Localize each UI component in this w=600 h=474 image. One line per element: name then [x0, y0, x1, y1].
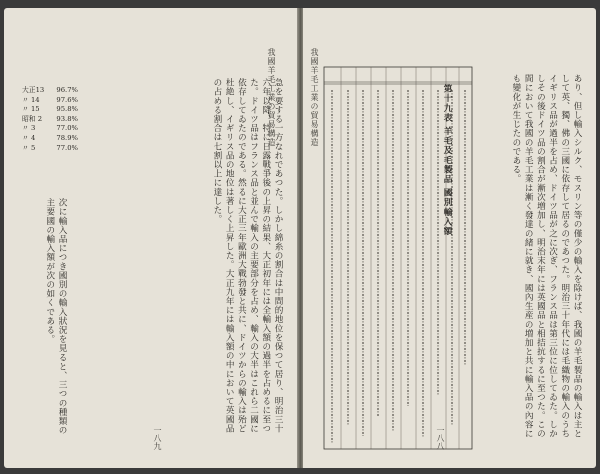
trailing-text-left: 次に輸入品につき國別の輸入狀況を見ると、三つの種類の主要國の輸入額が次の如くである。 [44, 198, 67, 435]
running-head-right: 我國羊毛工業の貿易構造 [310, 48, 319, 147]
year-label: 〃 14 [22, 95, 40, 104]
page-number-right: 一八八 [436, 426, 445, 450]
year-percentage-list [22, 86, 78, 176]
page-number-left: 一八九 [153, 426, 162, 450]
year-label: 大正13 [22, 86, 45, 94]
table-figure-strokes [332, 90, 465, 444]
table-title: 第十九表 羊毛及毛製品 國別輸入額 [442, 84, 452, 236]
year-label: 〃 5 [22, 143, 36, 152]
year-row [22, 134, 78, 144]
year-label: 〃 3 [22, 124, 36, 133]
year-value: 77.0% [56, 124, 78, 133]
table-column-rules [341, 67, 459, 449]
year-value: 77.0% [56, 143, 78, 152]
year-value: 97.6% [56, 95, 78, 104]
body-text-left: 急を要する一方なれであつた。しかし綿糸の割合は中間的地位を保つて居り、明治三十六年以降、特に日露戰爭後の上昇の結果、大正初年には全輸入額の過半を占めるに至つた。ドイツ品はフランス品と並んで輸入の主要部分を占め、輸入の大半はこれら二國に依存してゐたのである。然るに大正三年歐洲大戰勃發と共に、ドイツからの輸入は殆ど杜絶し、イギリス品の地位は著しく上昇した。大正九年には輸入額の中において英國品の占める割合は七割以上に達した。 [211, 78, 283, 433]
year-row [22, 124, 78, 134]
year-value: 93.8% [56, 114, 78, 123]
year-label: 〃 15 [22, 105, 40, 114]
year-row [22, 105, 78, 115]
year-value: 78.9% [56, 133, 78, 142]
running-head-left: 我國羊毛工業の貿易構造 [267, 48, 276, 147]
year-label: 〃 4 [22, 133, 36, 142]
year-value: 96.7% [56, 86, 78, 94]
year-row [22, 96, 78, 106]
year-label: 昭和 2 [22, 114, 43, 123]
year-value: 95.8% [56, 105, 78, 114]
year-row [22, 144, 78, 154]
body-text-right: あり、但し輸入シルク、モスリン等の僅少の輸入を除けば、我國の羊毛製品の輸入は主として英、獨、佛の三國に依存して居るのであつた。明治三十年代には毛織物の輸入のうちイギリス品が過半を占め、ドイツ品が之に次ぎ、フランス品は第三位に位してゐた。しかしその後ドイツ品の割合が漸次増加し、明治末年には英國品と相拮抗するに至つた。この間において我國の羊毛工業は漸く發達の緒に就き、國內生産の増加と共に輸入品の內容にも變化が生じたのである。 [510, 74, 582, 438]
year-row [22, 86, 78, 96]
year-row [22, 115, 78, 125]
left-page [4, 8, 298, 468]
statistics-table [323, 66, 473, 450]
right-page [303, 8, 596, 468]
